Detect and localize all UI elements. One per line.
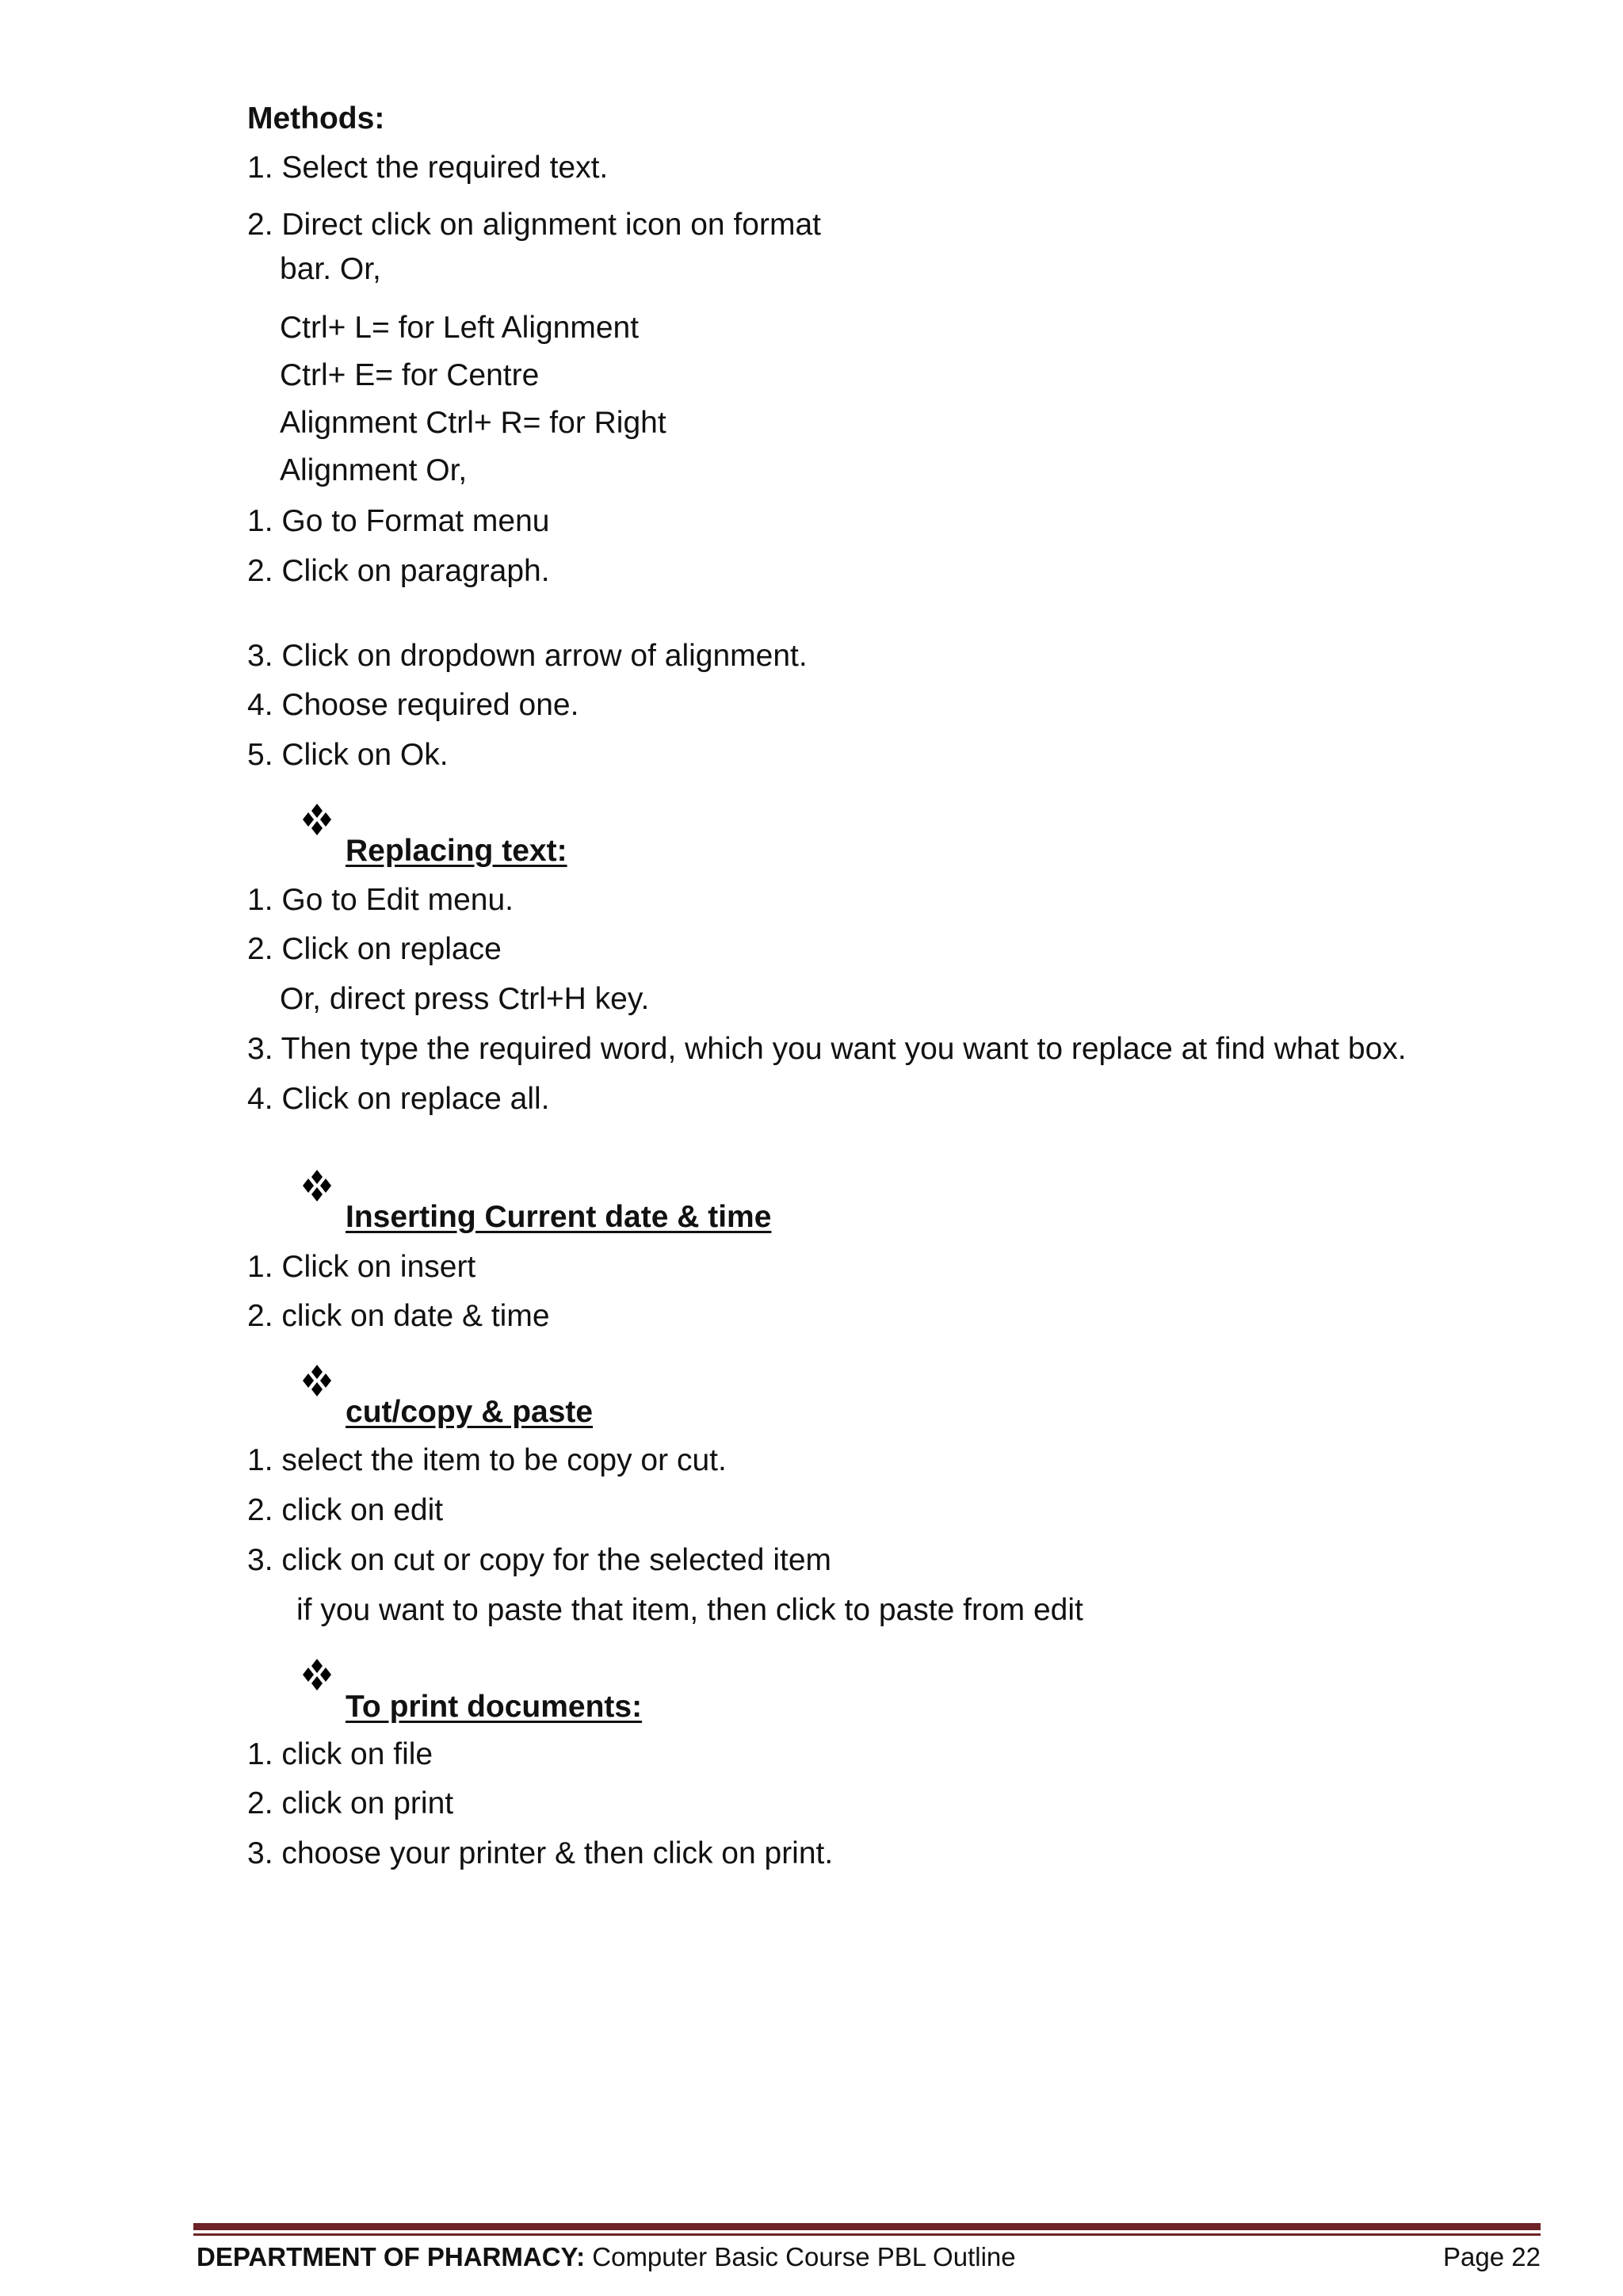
- list-item: 3. choose your printer & then click on print.: [247, 1836, 834, 1870]
- list-item: 3. click on cut or copy for the selected item: [247, 1543, 832, 1577]
- list-item: 1. Click on insert: [247, 1250, 476, 1284]
- list-item: 1. Go to Edit menu.: [247, 883, 514, 917]
- shortcut-line: Ctrl+ E= for Centre: [280, 358, 540, 392]
- shortcut-line: Alignment Or,: [280, 453, 468, 487]
- footer-page-number: Page 22: [1443, 2242, 1541, 2271]
- shortcut-line: Alignment Ctrl+ R= for Right: [280, 406, 666, 440]
- list-item: 1. Select the required text.: [247, 151, 609, 185]
- list-item: 5. Click on Ok.: [247, 738, 449, 772]
- list-item: 4. Click on replace all.: [247, 1082, 550, 1116]
- diamond-bullet-icon: [300, 1168, 334, 1203]
- list-item: 1. click on file: [247, 1737, 433, 1771]
- list-item: 2. Click on replace: [247, 932, 502, 966]
- section-heading-cut-copy-paste: cut/copy & paste: [346, 1395, 594, 1429]
- section-heading-replacing-text: Replacing text:: [346, 834, 567, 868]
- shortcut-line: Ctrl+ L= for Left Alignment: [280, 311, 640, 345]
- list-item-continuation: Or, direct press Ctrl+H key.: [280, 982, 650, 1016]
- footer-left: [197, 2240, 1016, 2275]
- list-item-continuation: if you want to paste that item, then click to paste from edit: [296, 1593, 1083, 1627]
- list-item-continuation: bar. Or,: [280, 252, 381, 286]
- footer-rule-thick: [193, 2223, 1541, 2230]
- list-item: 1. select the item to be copy or cut.: [247, 1443, 727, 1477]
- diamond-bullet-icon: [300, 802, 334, 837]
- list-item: 3. Click on dropdown arrow of alignment.: [247, 639, 808, 673]
- list-item: 1. Go to Format menu: [247, 504, 550, 538]
- diamond-bullet-icon: [300, 1363, 334, 1398]
- section-heading-print-documents: To print documents:: [346, 1690, 643, 1724]
- methods-heading: Methods:: [247, 101, 385, 136]
- footer-course: Computer Basic Course PBL Outline: [585, 2242, 1016, 2271]
- diamond-bullet-icon: [300, 1657, 334, 1692]
- footer-rule-thin: [193, 2233, 1541, 2236]
- list-item: 2. click on edit: [247, 1493, 444, 1527]
- list-item: 4. Choose required one.: [247, 688, 579, 722]
- list-item: 2. click on date & time: [247, 1299, 550, 1333]
- list-item: 3. Then type the required word, which you want you want to replace at find what box.: [247, 1032, 1407, 1066]
- list-item: 2. click on print: [247, 1786, 454, 1820]
- list-item: 2. Click on paragraph.: [247, 554, 550, 588]
- footer-department: DEPARTMENT OF PHARMACY:: [197, 2242, 586, 2271]
- list-item: 2. Direct click on alignment icon on format: [247, 208, 821, 242]
- section-heading-inserting-date-time: Inserting Current date & time: [346, 1200, 772, 1234]
